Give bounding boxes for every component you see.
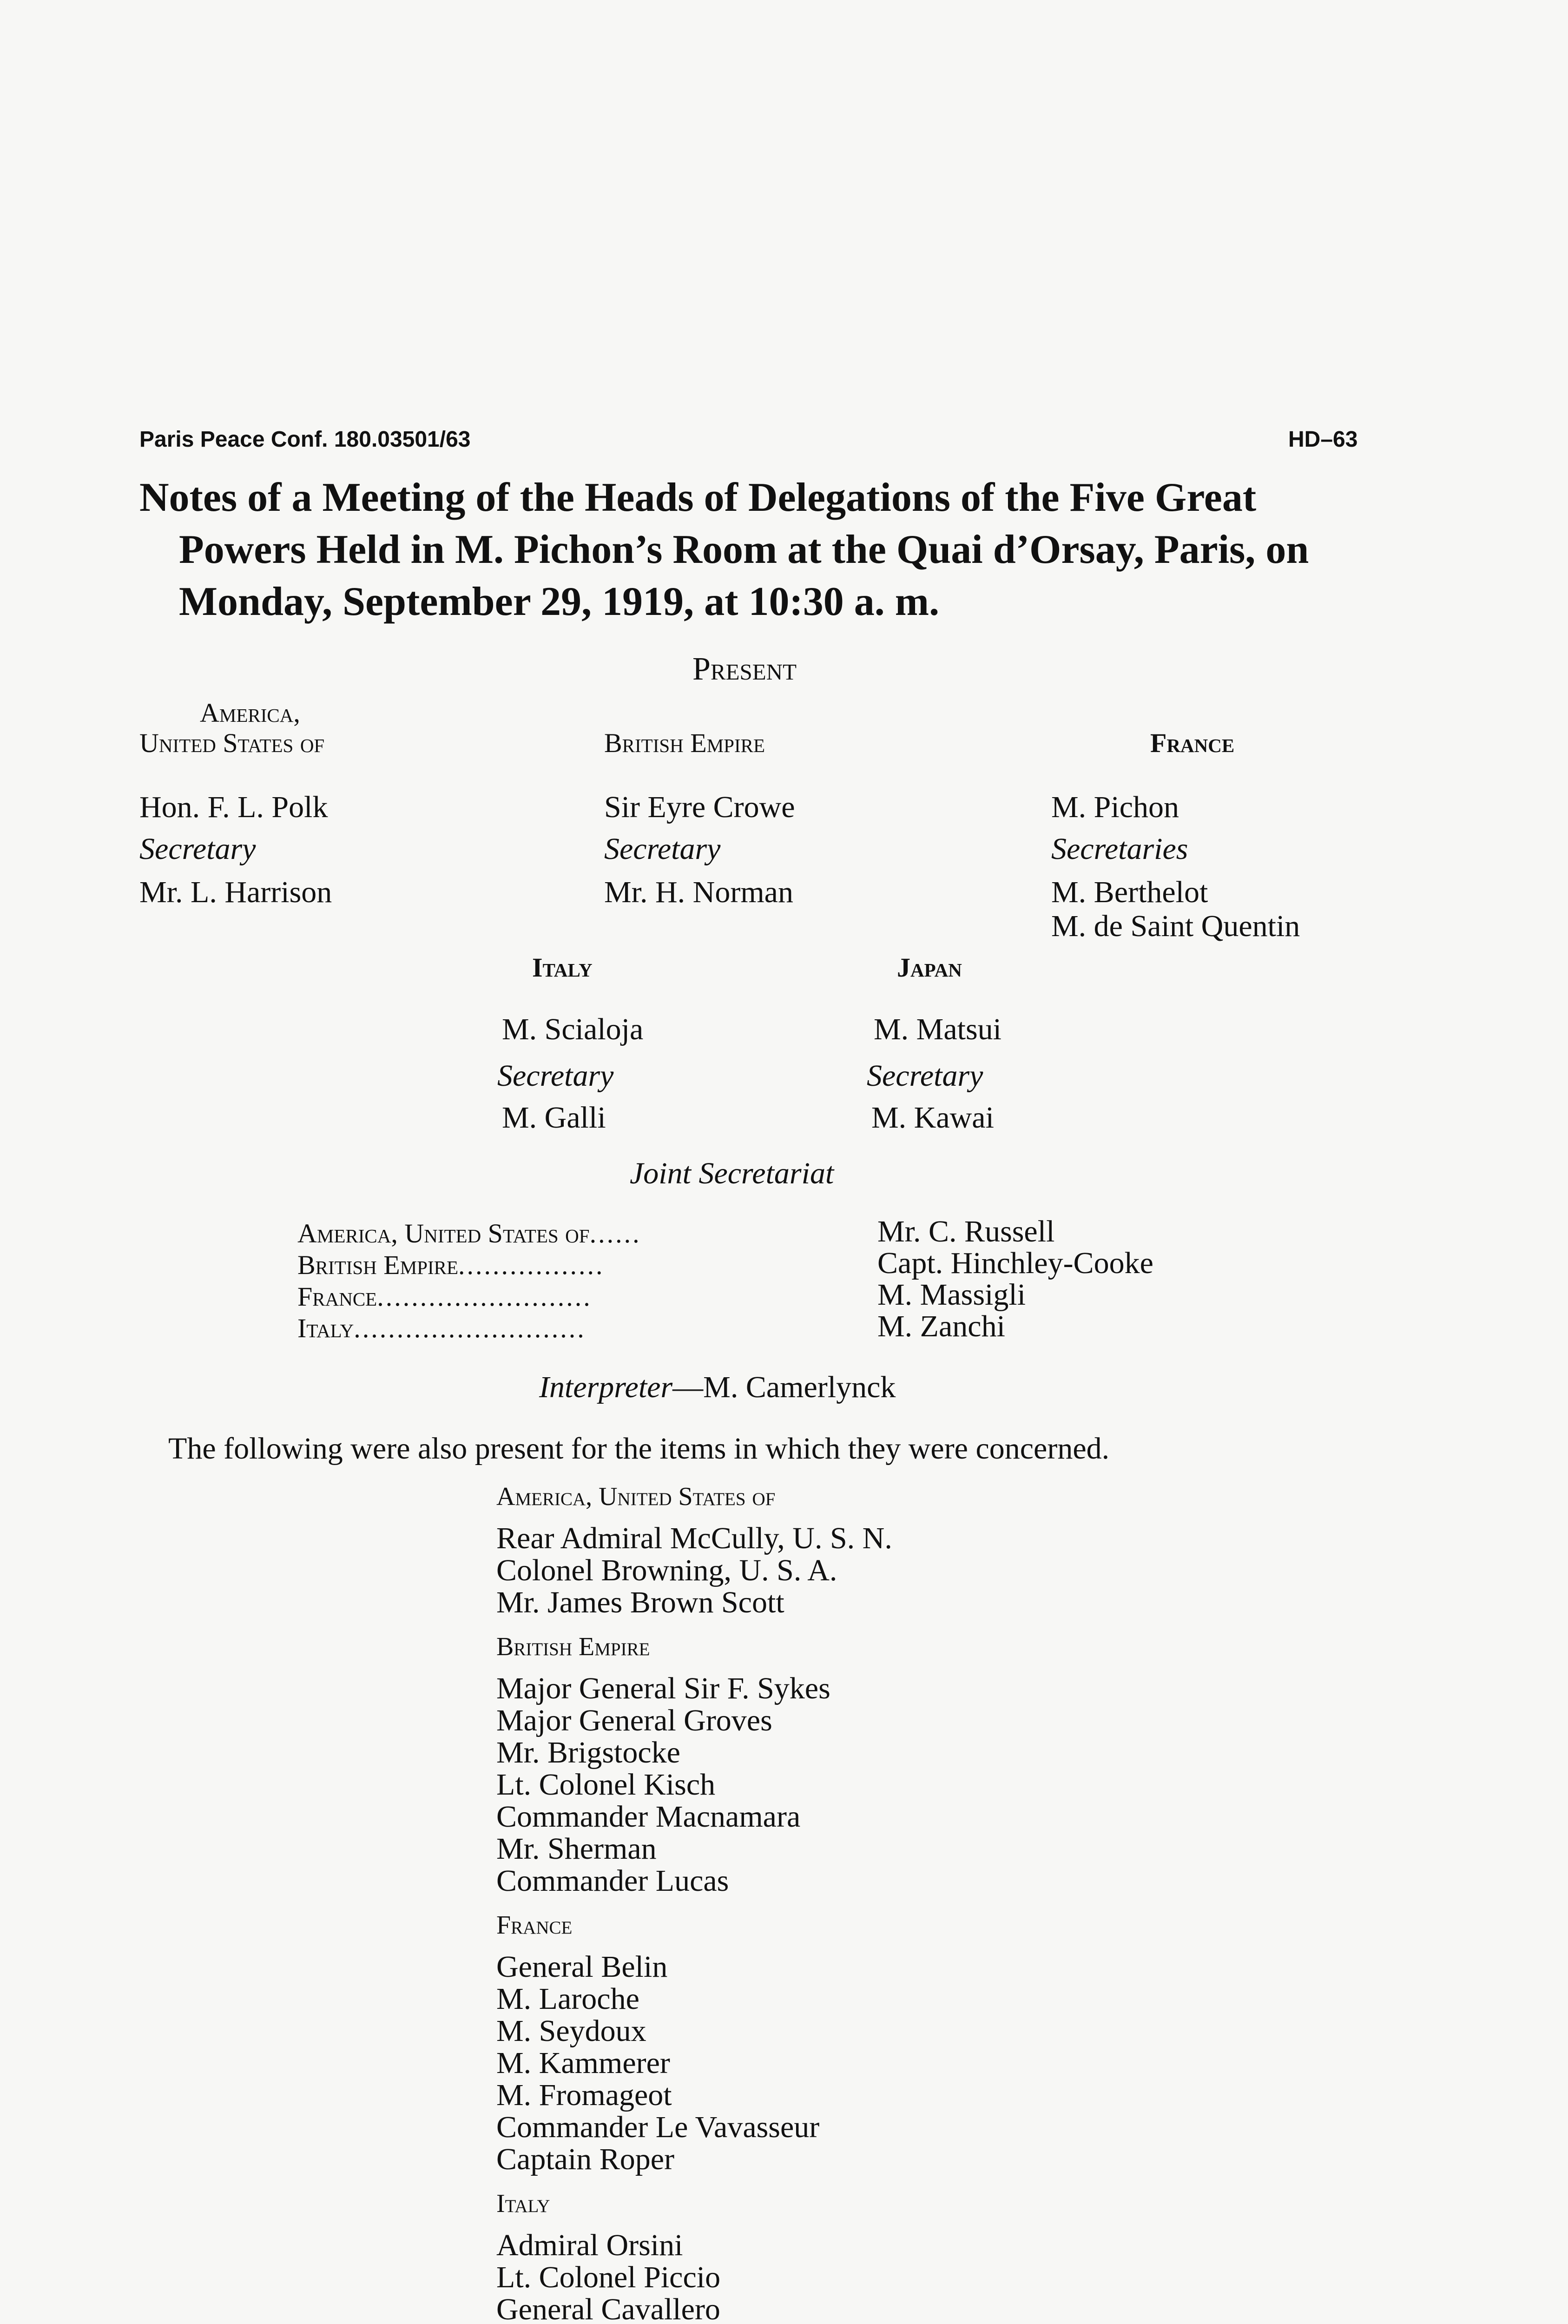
secretariat-name: Mr. C. Russell (877, 1215, 1055, 1248)
secretariat-leader-dots: ................. (458, 1250, 605, 1280)
list-item: Commander Macnamara (496, 1800, 801, 1834)
group-spacer (496, 1618, 892, 1631)
secretariat-row (297, 1249, 605, 1281)
france-secretary-label: Secretaries (1051, 832, 1188, 866)
document-code: HD–63 (1288, 427, 1358, 452)
japan-secretary: M. Kawai (871, 1101, 994, 1135)
france-secretary-2: M. de Saint Quentin (1051, 909, 1300, 943)
list-item: General Belin (496, 1950, 668, 1984)
italy-secretary-label: Secretary (497, 1059, 614, 1093)
secretariat-country: America, United States of (297, 1218, 590, 1248)
secretariat-row (297, 1281, 592, 1312)
group-heading-british: British Empire (496, 1632, 650, 1661)
title-line-3: Monday, September 29, 1919, at 10:30 a. m. (179, 579, 940, 624)
secretariat-leader-dots: ........................... (354, 1313, 586, 1343)
secretariat-country: Italy (297, 1313, 354, 1343)
group-heading-america: America, United States of (496, 1482, 776, 1511)
list-item: Mr. James Brown Scott (496, 1585, 784, 1619)
secretariat-leader-dots: ...... (589, 1218, 641, 1248)
italy-secretary: M. Galli (502, 1101, 606, 1135)
america-heading-line1: America, (200, 698, 300, 728)
secretariat-name: M. Massigli (877, 1278, 1026, 1312)
also-present-intro: The following were also present for the items in which they were concerned. (168, 1432, 1110, 1466)
list-item: General Cavallero (496, 2292, 720, 2324)
japan-secretary-label: Secretary (867, 1059, 983, 1093)
list-item: M. Fromageot (496, 2078, 672, 2112)
british-heading: British Empire (604, 728, 765, 758)
list-item: Lt. Colonel Kisch (496, 1768, 716, 1802)
also-present-list (496, 1480, 892, 2324)
secretariat-row (297, 1313, 586, 1344)
list-item: Captain Roper (496, 2142, 675, 2176)
america-heading-line2: United States of (139, 728, 325, 758)
list-item: M. Seydoux (496, 2014, 646, 2048)
italy-delegate: M. Scialoja (502, 1012, 644, 1046)
list-item: Lt. Colonel Piccio (496, 2260, 721, 2294)
group-spacer (496, 2175, 892, 2187)
italy-heading: Italy (532, 952, 593, 983)
list-item: Major General Sir F. Sykes (496, 1671, 830, 1705)
british-delegate: Sir Eyre Crowe (604, 790, 795, 824)
france-heading: France (1150, 728, 1235, 758)
list-item: M. Laroche (496, 1982, 639, 2016)
list-item: Colonel Browning, U. S. A. (496, 1553, 837, 1587)
group-heading-france: France (496, 1911, 573, 1940)
secretariat-row (297, 1218, 641, 1249)
japan-delegate: M. Matsui (874, 1012, 1002, 1046)
secretariat-name: M. Zanchi (877, 1309, 1005, 1343)
interpreter-line (539, 1371, 896, 1404)
secretariat-leader-dots: ......................... (377, 1281, 592, 1312)
document-reference: Paris Peace Conf. 180.03501/63 (139, 427, 471, 452)
america-delegate: Hon. F. L. Polk (139, 790, 328, 824)
france-secretary-1: M. Berthelot (1051, 875, 1208, 909)
japan-heading: Japan (897, 952, 962, 983)
group-spacer (496, 1897, 892, 1909)
group-heading-italy: Italy (496, 2189, 550, 2218)
list-item: Major General Groves (496, 1703, 772, 1737)
america-secretary: Mr. L. Harrison (139, 875, 332, 909)
france-delegate: M. Pichon (1051, 790, 1179, 824)
list-item: Admiral Orsini (496, 2228, 683, 2262)
list-item: Mr. Brigstocke (496, 1736, 680, 1769)
interpreter-label: Interpreter (539, 1370, 673, 1404)
secretariat-country: British Empire (297, 1250, 459, 1280)
list-item: Mr. Sherman (496, 1832, 657, 1866)
title-line-2: Powers Held in M. Pichon’s Room at the Quai d’Orsay, Paris, on (179, 527, 1309, 572)
interpreter-name: —M. Camerlynck (672, 1370, 896, 1404)
british-secretary: Mr. H. Norman (604, 875, 793, 909)
secretariat-name: Capt. Hinchley-Cooke (877, 1246, 1153, 1280)
america-secretary-label: Secretary (139, 832, 256, 866)
list-item: M. Kammerer (496, 2046, 670, 2080)
list-item: Commander Lucas (496, 1864, 729, 1898)
list-item: Rear Admiral McCully, U. S. N. (496, 1521, 892, 1555)
joint-secretariat-heading: Joint Secretariat (630, 1156, 834, 1190)
british-secretary-label: Secretary (604, 832, 721, 866)
list-item: Commander Le Vavasseur (496, 2110, 820, 2144)
title-line-1: Notes of a Meeting of the Heads of Delegations of the Five Great (139, 475, 1257, 520)
present-heading: Present (692, 651, 797, 687)
secretariat-country: France (297, 1281, 377, 1312)
